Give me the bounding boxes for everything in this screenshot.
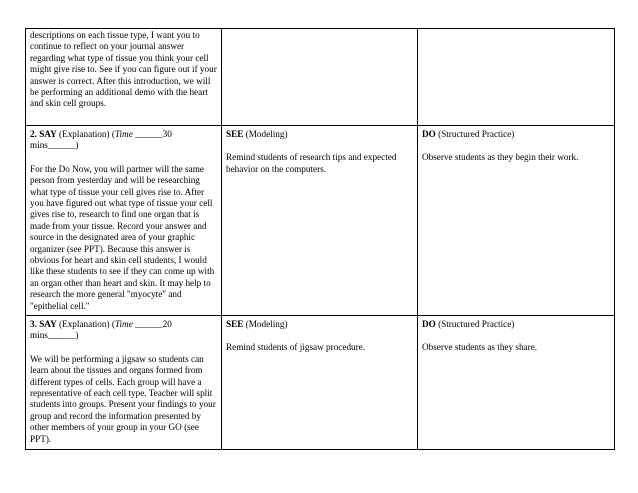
do-heading	[422, 129, 610, 140]
see-heading	[226, 319, 413, 330]
say-heading	[30, 129, 217, 152]
say-body: descriptions on each tissue type, I want you to continue to reflect on your journal answer regarding what type of tissue you think your cell might give rise to. See if you can figure out if your answer is correct. After this introduction, we will be performing an additional demo with the heart and skin cell groups.	[30, 30, 217, 109]
do-label: DO	[422, 129, 436, 139]
see-cell	[222, 29, 418, 126]
say-kind: (Explanation) (	[59, 129, 115, 139]
see-label: SEE	[226, 129, 244, 139]
do-cell	[418, 29, 615, 126]
time-label: Time	[114, 319, 133, 329]
say-number: 3. SAY	[30, 319, 57, 329]
do-cell	[418, 126, 615, 316]
do-heading	[422, 319, 610, 330]
do-kind: (Structured Practice)	[435, 319, 515, 329]
say-body: For the Do Now, you will partner will the same person from yesterday and will be researching what type of tissue your cell gives rise to. After you have figured out what type of tissue your cell gives rise to, research to find one organ that is made from your tissue. Record your answer and source in the designated area of your graphic organizer (see PPT). Because this answer is obvious for heart and skin cell students, I would like these students to see if they can come up with an organ other than heart and skin. It may help to research the more general "myocyte" and "epithelial cell."	[30, 163, 215, 311]
see-heading	[226, 129, 413, 140]
see-body: Remind students of research tips and expected behavior on the computers.	[226, 152, 397, 174]
time-label: Time	[114, 129, 133, 139]
table-row	[26, 316, 615, 450]
time-value: ______20 mins______)	[30, 319, 172, 341]
see-kind: (Modeling)	[243, 129, 288, 139]
say-cell	[26, 29, 222, 126]
lesson-plan-table	[25, 28, 615, 450]
see-body: Remind students of jigsaw procedure.	[226, 342, 366, 353]
do-cell	[418, 316, 615, 450]
see-kind: (Modeling)	[243, 319, 288, 329]
see-cell	[222, 316, 418, 450]
say-cell	[26, 126, 222, 316]
say-body: We will be performing a jigsaw so students can learn about the tissues and organs formed from different types of cells. Each group will have a representative of each cell type. Teacher will split students into groups. Present your findings to your group and record the information presented by other members of your group in your GO (see PPT).	[30, 353, 216, 444]
table-row	[26, 126, 615, 316]
do-kind: (Structured Practice)	[435, 129, 515, 139]
do-body: Observe students as they share.	[422, 342, 538, 353]
say-cell	[26, 316, 222, 450]
do-body: Observe students as they begin their work.	[422, 152, 579, 163]
see-cell	[222, 126, 418, 316]
time-value: ______30 mins______)	[30, 129, 172, 151]
do-label: DO	[422, 319, 436, 329]
see-label: SEE	[226, 319, 244, 329]
say-kind: (Explanation) (	[59, 319, 115, 329]
say-heading	[30, 319, 217, 342]
table-row	[26, 29, 615, 126]
say-number: 2. SAY	[30, 129, 57, 139]
